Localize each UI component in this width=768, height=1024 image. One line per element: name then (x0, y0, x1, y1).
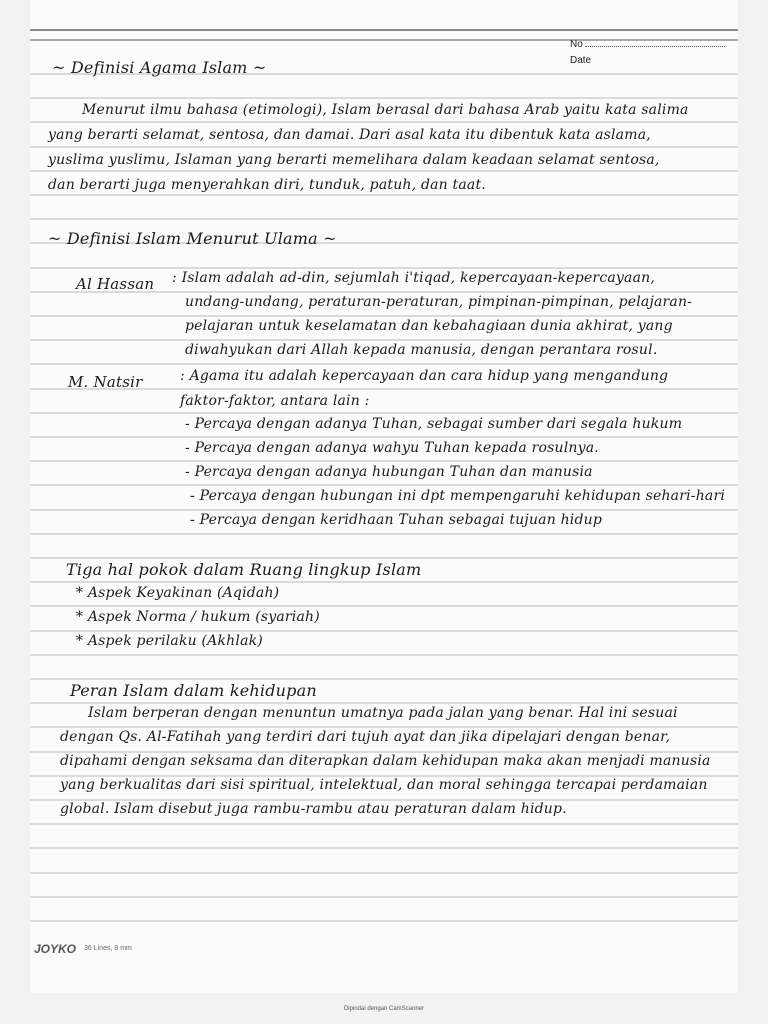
notebook-page (30, 0, 738, 993)
factor-item: - Percaya dengan keridhaan Tuhan sebagai tujuan hidup (190, 512, 603, 528)
factor-item: - Percaya dengan adanya hubungan Tuhan dan manusia (185, 464, 593, 480)
aspect-item: * Aspek Keyakinan (Aqidah) (76, 585, 280, 601)
section-title-definisi-islam-ulama: ~ Definisi Islam Menurut Ulama ~ (48, 229, 337, 248)
paragraph-line: dan berarti juga menyerahkan diri, tunduk, patuh, dan taat. (48, 177, 486, 193)
definition-line: : Agama itu adalah kepercayaan dan cara hidup yang mengandung (180, 368, 669, 384)
definition-line: pelajaran untuk keselamatan dan kebahagiaan dunia akhirat, yang (185, 318, 673, 334)
section-title-peran-islam: Peran Islam dalam kehidupan (70, 681, 317, 700)
section-title-ruang-lingkup: Tiga hal pokok dalam Ruang lingkup Islam (66, 560, 422, 579)
definition-line: faktor-faktor, antara lain : (180, 393, 370, 409)
paragraph-line: Islam berperan dengan menuntun umatnya pada jalan yang benar. Hal ini sesuai (88, 705, 678, 721)
scanner-note: Dipindai dengan CamScanner (343, 1006, 425, 1012)
definition-line: diwahyukan dari Allah kepada manusia, dengan perantara rosul. (185, 342, 658, 358)
paragraph-line: yang berkualitas dari sisi spiritual, intelektual, dan moral sehingga tercapai perdamaian (60, 777, 708, 793)
aspect-item: * Aspek Norma / hukum (syariah) (76, 609, 320, 625)
brand-subtitle: 36 Lines, 8 mm (84, 945, 132, 952)
section-title-definisi-agama-islam: ~ Definisi Agama Islam ~ (52, 58, 267, 77)
aspect-item: * Aspek perilaku (Akhlak) (76, 633, 263, 649)
paragraph-line: global. Islam disebut juga rambu-rambu atau peraturan dalam hidup. (60, 801, 567, 817)
paragraph-line: yang berarti selamat, sentosa, dan damai. Dari asal kata itu dibentuk kata aslama, (48, 127, 651, 143)
definition-line: undang-undang, peraturan-peraturan, pimpinan-pimpinan, pelajaran- (185, 294, 693, 310)
label-m-natsir: M. Natsir (68, 373, 143, 391)
factor-item: - Percaya dengan hubungan ini dpt mempengaruhi kehidupan sehari-hari (190, 488, 726, 504)
brand-logo: JOYKO (34, 942, 77, 956)
factor-item: - Percaya dengan adanya wahyu Tuhan kepada rosulnya. (185, 440, 599, 456)
definition-line: : Islam adalah ad-din, sejumlah i'tiqad, kepercayaan-kepercayaan, (172, 270, 655, 286)
paragraph-line: yuslima yuslimu, Islaman yang berarti memelihara dalam keadaan selamat sentosa, (48, 152, 660, 168)
no-label: No (570, 39, 725, 50)
label-al-hassan: Al Hassan (76, 275, 155, 293)
paragraph-line: dengan Qs. Al-Fatihah yang terdiri dari tujuh ayat dan jika dipelajari dengan benar, (60, 729, 671, 745)
paragraph-line: Menurut ilmu bahasa (etimologi), Islam berasal dari bahasa Arab yaitu kata salima (82, 102, 689, 118)
paragraph-line: dipahami dengan seksama dan diterapkan dalam kehidupan maka akan menjadi manusia (60, 753, 711, 769)
date-label: Date (570, 55, 592, 66)
factor-item: - Percaya dengan adanya Tuhan, sebagai sumber dari segala hukum (185, 416, 683, 432)
